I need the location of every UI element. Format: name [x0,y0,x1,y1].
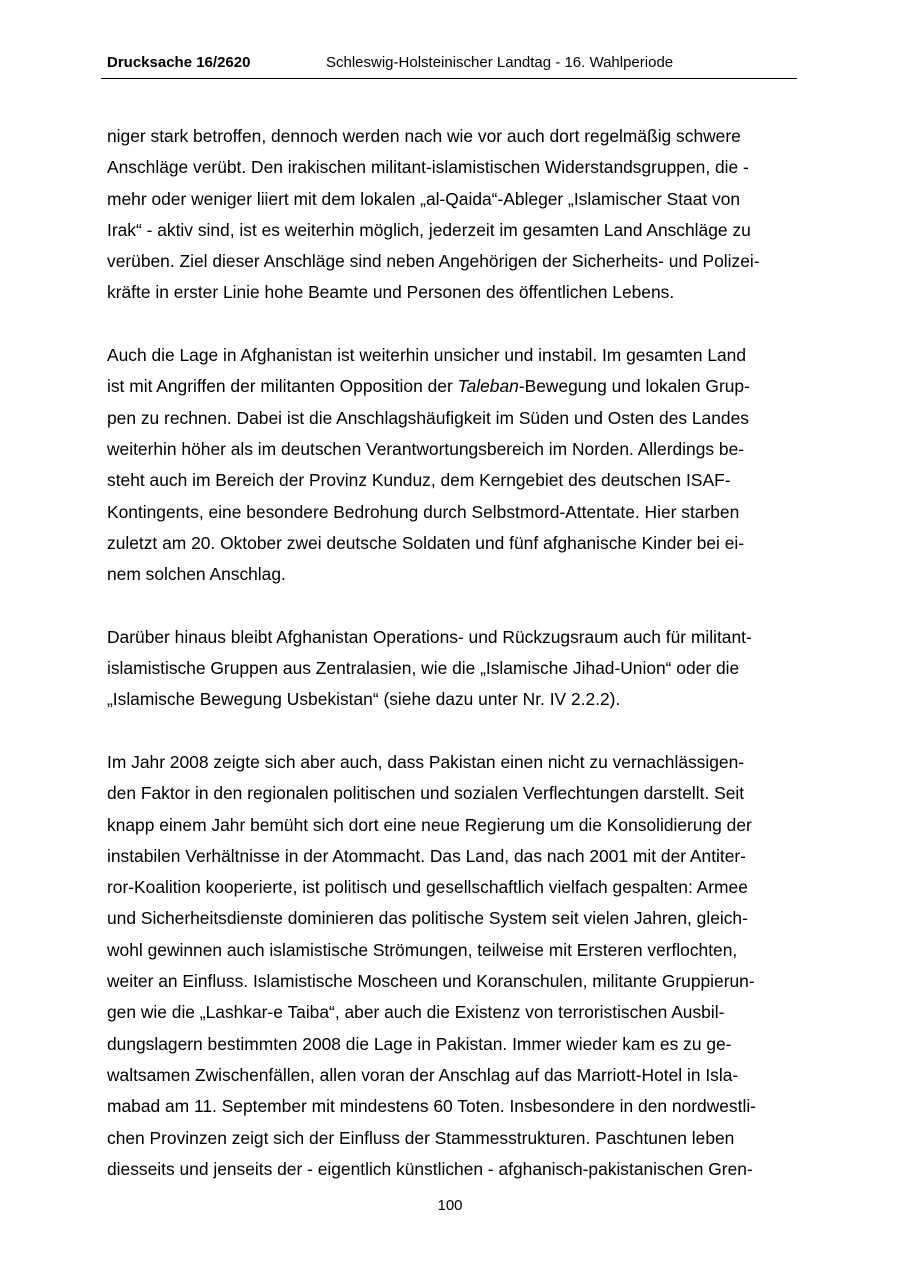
text-line: Darüber hinaus bleibt Afghanistan Operations- und Rückzugsraum auch für militant- [107,626,752,647]
text-line: kräfte in erster Linie hohe Beamte und Personen des öffentlichen Lebens. [107,282,675,303]
text-line: verüben. Ziel dieser Anschläge sind neben Angehörigen der Sicherheits- und Polizei- [107,251,760,272]
paragraph [107,121,791,309]
text-line: und Sicherheitsdienste dominieren das politische System seit vielen Jahren, gleich- [107,908,748,929]
header-title: Schleswig-Holsteinischer Landtag - 16. Wahlperiode [326,54,674,71]
text-line: instabilen Verhältnisse in der Atommacht. Das Land, das nach 2001 mit der Antiter- [107,845,746,866]
text-line: pen zu rechnen. Dabei ist die Anschlagshäufigkeit im Süden und Osten des Landes [107,407,749,428]
text-line [107,371,791,402]
page-header [101,52,797,79]
text-line: nem solchen Anschlag. [107,564,286,585]
text-line: diesseits und jenseits der - eigentlich künstlichen - afghanisch-pakistanischen Gren- [107,1158,753,1179]
text-line: ror-Koalition kooperierte, ist politisch und gesellschaftlich vielfach gespalten: Armee [107,877,748,898]
text-line: niger stark betroffen, dennoch werden nach wie vor auch dort regelmäßig schwere [107,126,741,146]
italic-term: Taleban [457,376,519,397]
text-line: Auch die Lage in Afghanistan ist weiterhin unsicher und instabil. Im gesamten Land [107,345,747,366]
text-line: weiter an Einfluss. Islamistische Moscheen und Koranschulen, militante Gruppierun- [107,971,755,992]
text-line: Irak“ - aktiv sind, ist es weiterhin möglich, jederzeit im gesamten Land Anschläge zu [107,219,751,240]
text-line: gen wie die „Lashkar-e Taiba“, aber auch die Existenz von terroristischen Ausbil- [107,1002,725,1023]
text-line: waltsamen Zwischenfällen, allen voran der Anschlag auf das Marriott-Hotel in Isla- [107,1064,739,1085]
text-run: ist mit Angriffen der militanten Opposition der [107,376,458,397]
text-line: weiterhin höher als im deutschen Verantwortungsbereich im Norden. Allerdings be- [107,438,745,459]
text-line: mehr oder weniger liiert mit dem lokalen „al-Qaida“-Ableger „Islamischer Staat von [107,188,741,209]
document-number: Drucksache 16/2620 [107,54,251,71]
text-line: den Faktor in den regionalen politischen und sozialen Verflechtungen darstellt. Seit [107,783,745,804]
text-line: dungslagern bestimmten 2008 die Lage in Pakistan. Immer wieder kam es zu ge- [107,1033,732,1054]
text-line: mabad am 11. September mit mindestens 60 Toten. Insbesondere in den nordwestli- [107,1096,756,1117]
paragraph [107,340,791,590]
paragraph [107,622,791,716]
text-line: islamistische Gruppen aus Zentralasien, wie die „Islamische Jihad-Union“ oder die [107,658,740,679]
page-number: 100 [437,1197,463,1214]
text-line: Im Jahr 2008 zeigte sich aber auch, dass Pakistan einen nicht zu vernachlässigen- [107,751,745,772]
document-body [107,121,791,1216]
text-line: Kontingents, eine besondere Bedrohung durch Selbstmord-Attentate. Hier starben [107,501,740,522]
text-line: Anschläge verübt. Den irakischen militant-islamistischen Widerstandsgruppen, die - [107,157,749,178]
text-line: chen Provinzen zeigt sich der Einfluss der Stammesstrukturen. Paschtunen leben [107,1127,735,1148]
text-line: knapp einem Jahr bemüht sich dort eine neue Regierung um die Konsolidierung der [107,814,752,835]
text-line: steht auch im Bereich der Provinz Kunduz, dem Kerngebiet des deutschen ISAF- [107,470,731,491]
text-run: -Bewegung und lokalen Grup- [518,376,750,397]
text-line: wohl gewinnen auch islamistische Strömungen, teilweise mit Ersteren verflochten, [107,939,738,960]
paragraph [107,747,791,1185]
text-line: zuletzt am 20. Oktober zwei deutsche Soldaten und fünf afghanische Kinder bei ei- [107,532,745,553]
text-line: „Islamische Bewegung Usbekistan“ (siehe dazu unter Nr. IV 2.2.2). [107,689,621,710]
